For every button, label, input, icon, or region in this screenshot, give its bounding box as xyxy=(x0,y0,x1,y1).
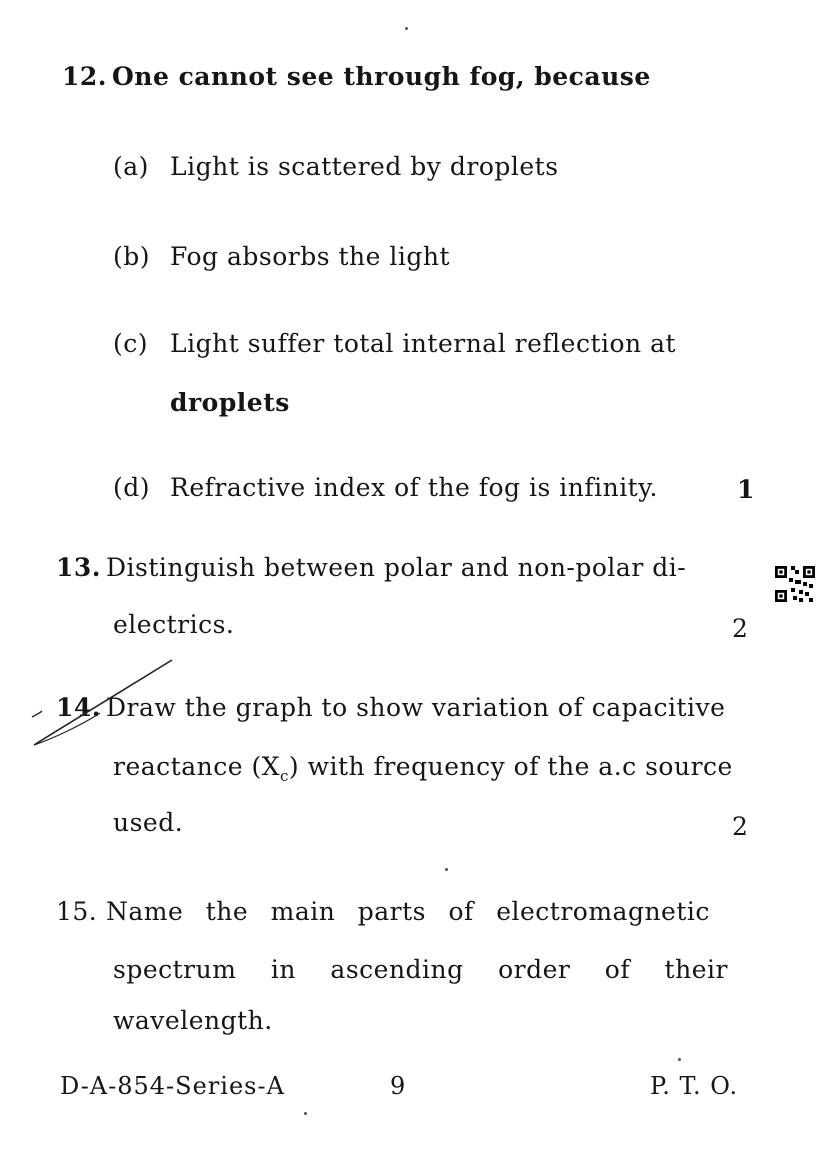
marks-13: 2 xyxy=(732,614,748,643)
question-13 xyxy=(56,553,686,582)
question-15 xyxy=(56,897,710,926)
option-text: Light is scattered by droplets xyxy=(170,152,559,181)
option-c xyxy=(113,329,676,358)
footer-pto: P. T. O. xyxy=(650,1072,739,1100)
question-14-line-3: used. xyxy=(113,808,184,837)
question-text: Distinguish between polar and non-polar di- xyxy=(106,553,687,582)
scan-speck xyxy=(445,868,448,871)
question-number: 12. xyxy=(62,62,107,91)
option-label: (d) xyxy=(113,473,151,502)
question-14-line-2 xyxy=(113,752,733,785)
option-text: Light suffer total internal reflection at xyxy=(170,329,677,358)
question-number: 14. xyxy=(56,693,101,722)
qr-code-icon xyxy=(775,566,815,602)
option-label: (b) xyxy=(113,242,151,271)
question-text: One cannot see through fog, because xyxy=(112,62,651,91)
subscript: c xyxy=(280,767,289,785)
scan-speck xyxy=(304,1112,307,1115)
question-15-line-2: spectrum in ascending order of their xyxy=(113,955,728,984)
question-text: reactance (X xyxy=(113,752,280,781)
marks-14: 2 xyxy=(732,812,748,841)
scan-speck xyxy=(678,1058,681,1061)
scan-speck xyxy=(405,27,408,30)
option-c-continuation: droplets xyxy=(170,388,290,417)
option-text: Fog absorbs the light xyxy=(170,242,451,271)
question-text: Name the main parts of electromagnetic xyxy=(106,897,710,926)
footer-page-number: 9 xyxy=(390,1072,407,1100)
option-label: (a) xyxy=(113,152,149,181)
option-text: Refractive index of the fog is infinity. xyxy=(170,473,658,502)
question-12 xyxy=(62,62,651,91)
question-number: 15. xyxy=(56,897,98,926)
marks-12: 1 xyxy=(737,475,755,504)
question-13-continuation: electrics. xyxy=(113,610,235,639)
option-d xyxy=(113,473,658,502)
question-number: 13. xyxy=(56,553,101,582)
option-b xyxy=(113,242,450,271)
question-text: ) with frequency of the a.c source xyxy=(288,752,733,781)
question-15-line-3: wavelength. xyxy=(113,1006,273,1035)
question-text: Draw the graph to show variation of capacitive xyxy=(106,693,726,722)
pen-mark xyxy=(22,655,182,755)
footer-code: D-A-854-Series-A xyxy=(60,1072,285,1100)
option-label: (c) xyxy=(113,329,149,358)
option-a xyxy=(113,152,559,181)
